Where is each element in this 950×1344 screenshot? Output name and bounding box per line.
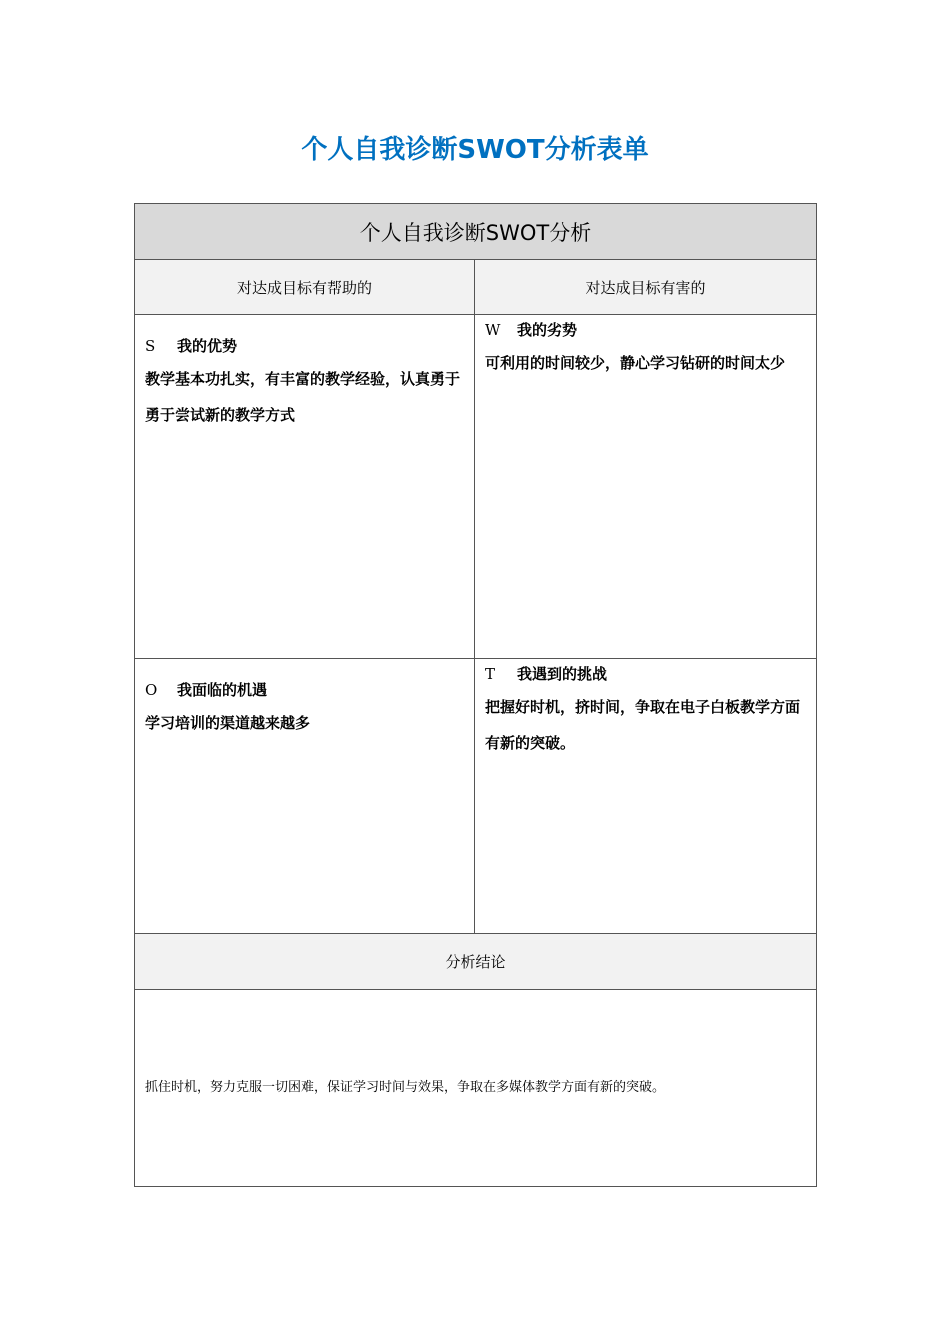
harmful-column-header: 对达成目标有害的 bbox=[475, 260, 817, 315]
conclusion-text: 抓住时机，努力克服一切困难，保证学习时间与效果，争取在多媒体教学方面有新的突破。 bbox=[145, 1080, 666, 1095]
conclusion-header: 分析结论 bbox=[135, 934, 817, 990]
strengths-cell bbox=[135, 315, 475, 659]
strengths-heading: 我的优势 bbox=[177, 337, 238, 355]
conclusion-cell bbox=[135, 990, 817, 1187]
table-header: 个人自我诊断SWOT分析 bbox=[135, 204, 817, 260]
weaknesses-heading: 我的劣势 bbox=[517, 321, 578, 339]
threats-cell bbox=[475, 659, 817, 934]
opportunities-heading: 我面临的机遇 bbox=[177, 681, 268, 699]
weaknesses-letter: W bbox=[485, 321, 501, 339]
weaknesses-cell bbox=[475, 315, 817, 659]
threats-heading: 我遇到的挑战 bbox=[517, 665, 608, 683]
opportunities-letter: O bbox=[145, 681, 158, 699]
helpful-column-header: 对达成目标有帮助的 bbox=[135, 260, 475, 315]
strengths-body: 教学基本功扎实，有丰富的教学经验，认真勇于勇于尝试新的教学方式 bbox=[145, 370, 461, 424]
weaknesses-body: 可利用的时间较少，静心学习钻研的时间太少 bbox=[485, 354, 786, 372]
threats-letter: T bbox=[485, 665, 496, 683]
strengths-letter: S bbox=[145, 337, 156, 355]
opportunities-body: 学习培训的渠道越来越多 bbox=[145, 714, 311, 732]
threats-body: 把握好时机，挤时间，争取在电子白板教学方面有新的突破。 bbox=[485, 698, 801, 752]
document-title: 个人自我诊断SWOT分析表单 bbox=[301, 135, 649, 165]
opportunities-cell bbox=[135, 659, 475, 934]
swot-table bbox=[134, 203, 817, 1187]
